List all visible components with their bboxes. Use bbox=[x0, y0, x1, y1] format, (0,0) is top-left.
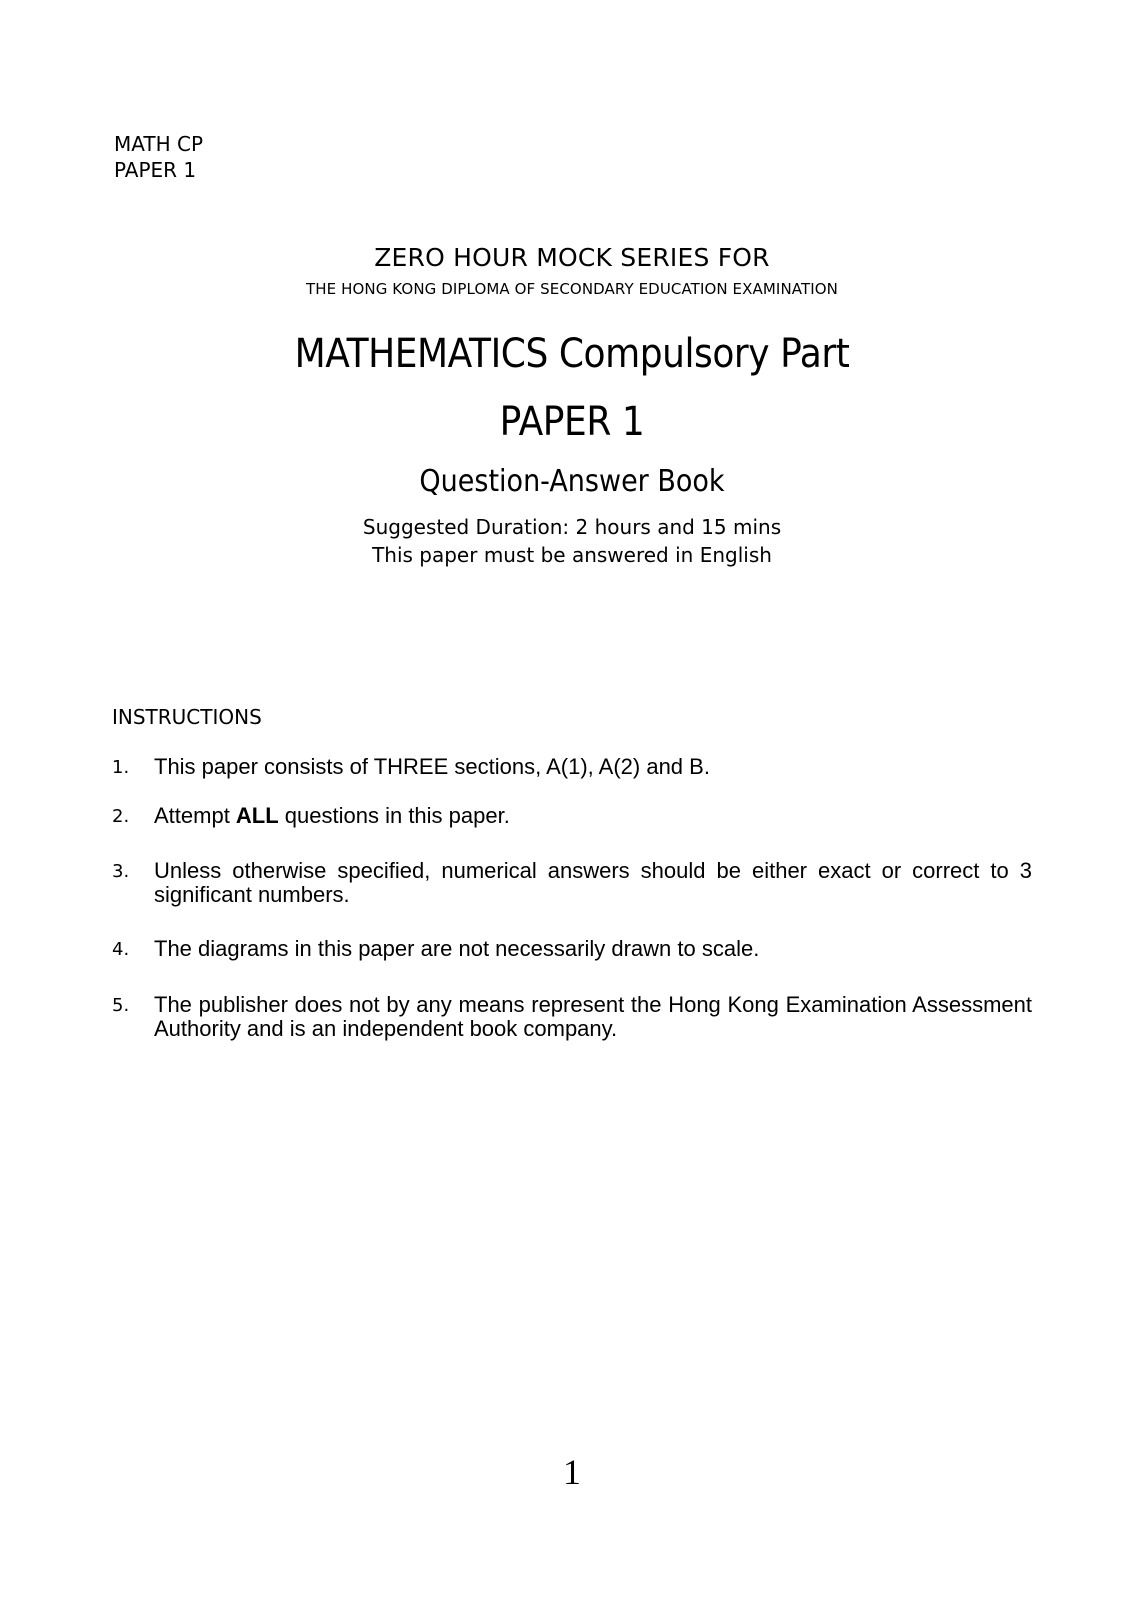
subject-title: MATHEMATICS Compulsory Part bbox=[294, 331, 850, 377]
instruction-number: 5. bbox=[112, 995, 130, 1016]
instruction-item bbox=[112, 859, 1032, 907]
instruction-number: 2. bbox=[112, 806, 130, 827]
paper-code bbox=[114, 131, 203, 183]
instruction-item bbox=[112, 804, 1032, 828]
series-title: ZERO HOUR MOCK SERIES FOR bbox=[374, 243, 770, 272]
instruction-text: This paper consists of THREE sections, A(1), A(2) and B. bbox=[154, 754, 710, 779]
instruction-number: 3. bbox=[112, 861, 130, 882]
paper-code-paper: PAPER 1 bbox=[114, 158, 197, 182]
instruction-text-end: questions in this paper. bbox=[278, 803, 510, 828]
instruction-item bbox=[112, 993, 1032, 1041]
instruction-text: Unless otherwise specified, numerical answers should be either exact or correct to 3 significant numbers. bbox=[154, 858, 1032, 907]
instruction-emphasis: ALL bbox=[235, 803, 279, 828]
instruction-text bbox=[154, 804, 1032, 828]
exam-name: THE HONG KONG DIPLOMA OF SECONDARY EDUCATION EXAMINATION bbox=[306, 280, 838, 298]
instruction-number: 1. bbox=[112, 757, 130, 778]
instruction-number: 4. bbox=[112, 939, 130, 960]
instruction-text: The diagrams in this paper are not necessarily drawn to scale. bbox=[154, 936, 760, 961]
paper-code-subject: MATH CP bbox=[114, 132, 204, 156]
instruction-text: The publisher does not by any means represent the Hong Kong Examination Assessment Authority and is an independent book company. bbox=[154, 992, 1032, 1041]
instructions-heading: INSTRUCTIONS bbox=[112, 705, 262, 729]
instruction-item bbox=[112, 937, 1032, 961]
book-type: Question-Answer Book bbox=[419, 464, 725, 499]
language-note: This paper must be answered in English bbox=[372, 543, 772, 567]
suggested-duration: Suggested Duration: 2 hours and 15 mins bbox=[362, 515, 782, 539]
page-number: 1 bbox=[563, 1452, 581, 1492]
instruction-item bbox=[112, 755, 1032, 779]
instruction-text-start: Attempt bbox=[154, 803, 236, 828]
paper-title: PAPER 1 bbox=[499, 399, 645, 445]
